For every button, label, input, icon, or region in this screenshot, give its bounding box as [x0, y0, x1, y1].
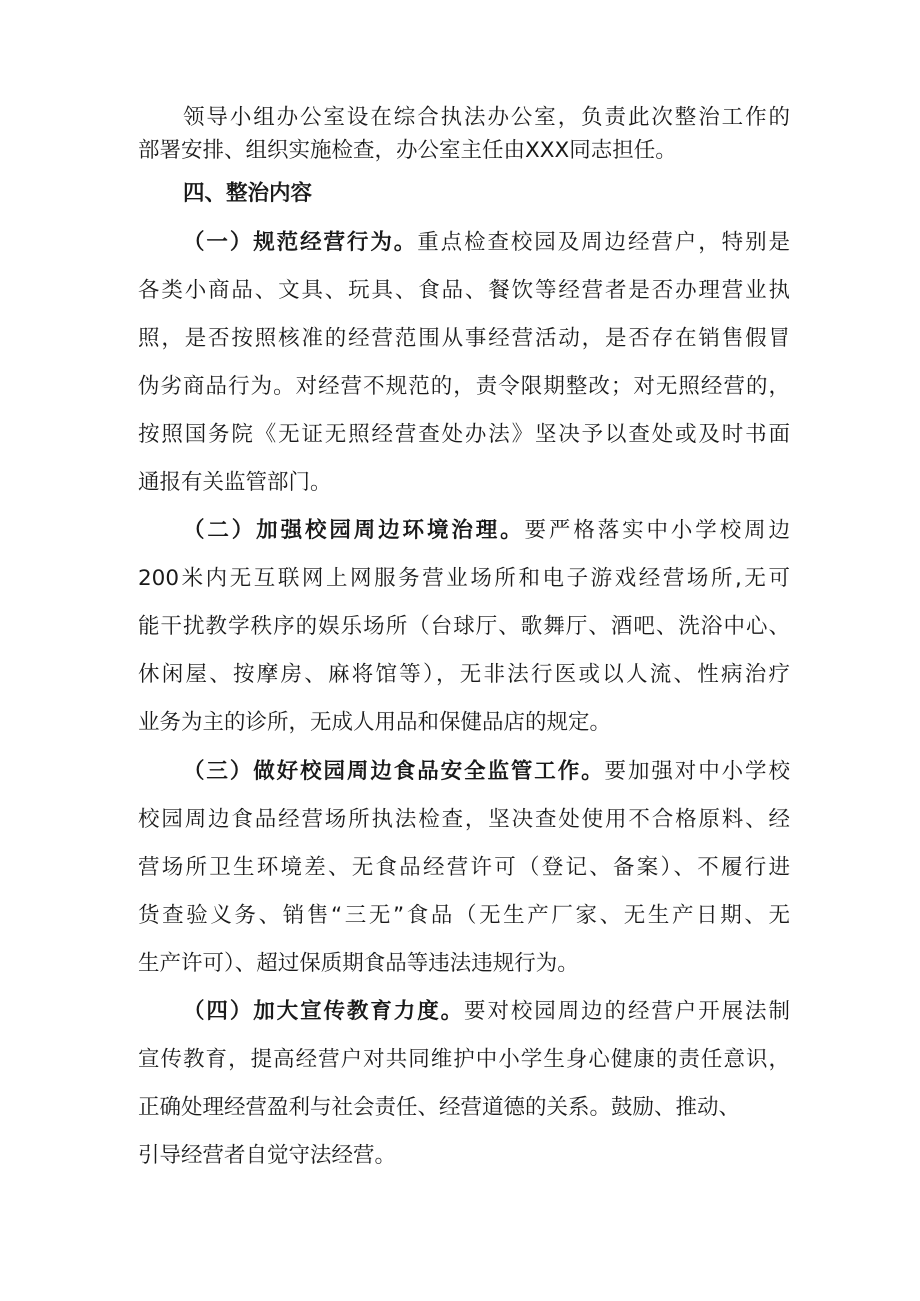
item-text: 要加强对中小学校: [604, 759, 790, 784]
paragraph-line: 货查验义务、销售“三无”食品（无生产厂家、无生产日期、无: [138, 903, 790, 928]
item-heading: （一）规范经营行为。: [183, 230, 418, 255]
section-heading: 四、整治内容: [183, 181, 313, 206]
item-text: 要严格落实中小学校周边: [524, 518, 790, 543]
paragraph-line: 领导小组办公室设在综合执法办公室，负责此次整治工作的: [183, 105, 790, 130]
item-text: 重点检查校园及周边经营户，特别是: [417, 230, 790, 255]
paragraph-line: 通报有关监管部门。: [138, 470, 332, 495]
paragraph-line: 照，是否按照核准的经营范围从事经营活动，是否存在销售假冒: [138, 326, 790, 351]
paragraph-line: 各类小商品、文具、玩具、食品、餐饮等经营者是否办理营业执: [138, 278, 790, 303]
paragraph-line: 生产许可）、超过保质期食品等违法违规行为。: [138, 951, 579, 976]
paragraph-line: 营场所卫生环境差、无食品经营许可（登记、备案）、不履行进: [138, 855, 790, 880]
paragraph-line: 业务为主的诊所，无成人用品和保健品店的规定。: [138, 710, 612, 735]
item-heading: （二）加强校园周边环境治理。: [183, 518, 525, 543]
paragraph-line: 休闲屋、按摩房、麻将馆等），无非法行医或以人流、性病治疗: [138, 662, 790, 687]
item-text: 要对校园周边的经营户开展法制: [464, 999, 790, 1024]
paragraph-line: 正确处理经营盈利与社会责任、经营道德的关系。鼓励、推动、: [138, 1095, 741, 1120]
item-heading: （四）加大宣传教育力度。: [183, 999, 465, 1024]
paragraph-line: 伪劣商品行为。对经营不规范的，责令限期整改；对无照经营的，: [138, 374, 790, 399]
paragraph-line: [183, 228, 790, 258]
paragraph-line: 按照国务院《无证无照经营查处办法》坚决予以查处或及时书面: [138, 422, 790, 447]
paragraph-line: [183, 997, 790, 1027]
paragraph-line: 宣传教育，提高经营户对共同维护中小学生身心健康的责任意识，: [138, 1047, 790, 1072]
item-heading: （三）做好校园周边食品安全监管工作。: [183, 759, 605, 784]
paragraph-line: 校园周边食品经营场所执法检查，坚决查处使用不合格原料、经: [138, 807, 790, 832]
paragraph-line: 引导经营者自觉守法经营。: [138, 1143, 397, 1168]
paragraph-line: [183, 757, 790, 787]
paragraph-line: 部署安排、组织实施检查，办公室主任由XXX同志担任。: [138, 138, 677, 163]
paragraph-line: 200米内无互联网上网服务营业场所和电子游戏经营场所,无可: [138, 566, 790, 591]
paragraph-line: [183, 516, 790, 546]
paragraph-line: 能干扰教学秩序的娱乐场所（台球厅、歌舞厅、酒吧、洗浴中心、: [138, 614, 790, 639]
